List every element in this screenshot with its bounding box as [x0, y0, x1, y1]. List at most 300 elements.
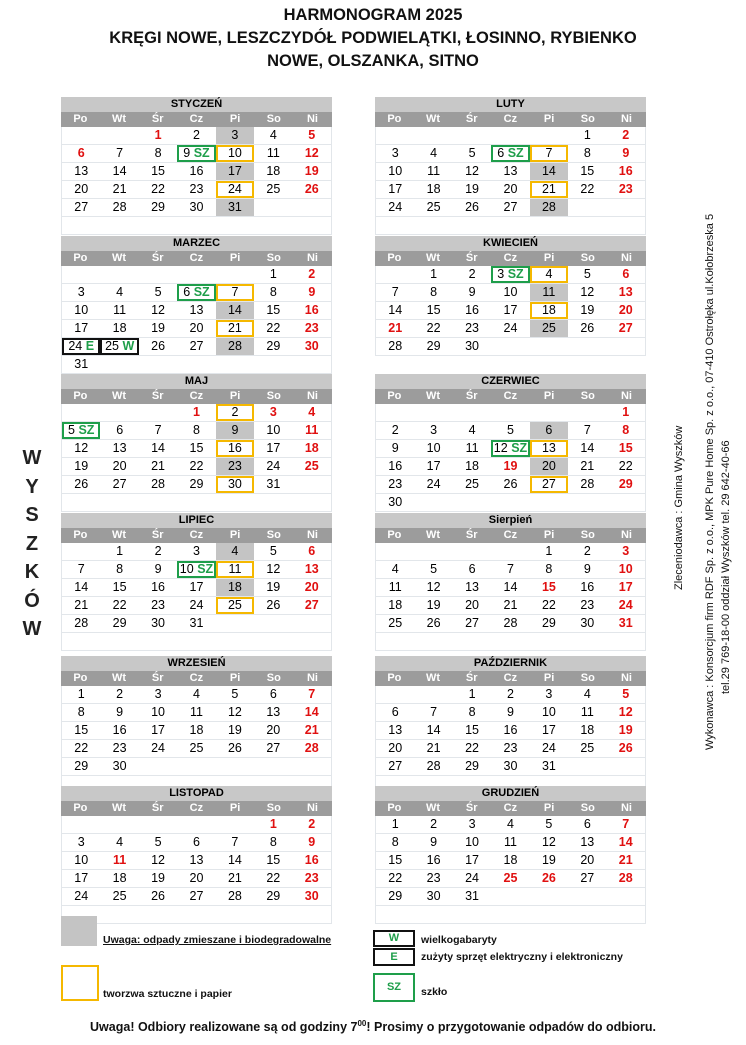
day-cell — [568, 266, 606, 283]
day-cell — [216, 543, 254, 560]
day-cell — [568, 722, 606, 739]
day-number: 16 — [304, 853, 319, 867]
week-row — [376, 127, 645, 145]
day-cell — [216, 704, 254, 721]
day-number: 3 — [545, 687, 553, 701]
week-row — [62, 686, 331, 704]
day-number: 29 — [74, 759, 89, 773]
day-cell — [530, 633, 568, 650]
weekday-label: Ni — [306, 672, 318, 684]
day-number: 6 — [391, 705, 399, 719]
day-number: 2 — [154, 544, 162, 558]
day-number: 14 — [618, 835, 633, 849]
day-number: 5 — [507, 423, 514, 437]
day-cell — [414, 404, 452, 421]
week-row — [376, 758, 645, 776]
weekday-label: Wt — [112, 802, 127, 814]
weekday-label: Śr — [465, 252, 478, 264]
contractor-info: Wykonawca : Konsorcjum firm RDF Sp. z o.o., MPK Pure Home Sp. z o.o., 07-410 Ostrołęka ul.Kołobrzeska 5 — [704, 213, 716, 750]
town-letter: Z — [25, 532, 39, 555]
day-cell — [491, 404, 529, 421]
day-cell — [293, 494, 331, 511]
day-number: 25 — [227, 598, 242, 612]
day-number: 26 — [151, 889, 165, 903]
day-number: 18 — [112, 871, 127, 885]
day-cell — [254, 338, 292, 355]
day-cell — [139, 615, 177, 632]
weekday-header — [375, 251, 646, 266]
day-number: 17 — [541, 723, 556, 737]
day-number: 19 — [541, 853, 556, 867]
day-cell — [100, 870, 138, 887]
day-number: 2 — [308, 817, 316, 831]
weekday-label: Po — [73, 529, 88, 541]
day-number: 2 — [391, 423, 399, 437]
weekday-label: Ni — [306, 802, 318, 814]
day-cell — [530, 181, 568, 198]
day-cell — [530, 199, 568, 216]
day-number: 18 — [503, 853, 518, 867]
week-row — [376, 404, 645, 422]
day-cell — [453, 906, 491, 923]
day-number: 23 — [618, 182, 633, 196]
day-number: 9 — [391, 441, 399, 455]
day-cell — [62, 338, 100, 355]
day-number: 5 — [269, 544, 277, 558]
day-number: 14 — [541, 164, 556, 178]
day-cell — [139, 458, 177, 475]
day-cell — [177, 494, 215, 511]
weekday-label: Pi — [543, 802, 555, 814]
day-number: 6 — [116, 423, 124, 437]
day-number: 29 — [618, 477, 633, 491]
day-number: 25 — [112, 889, 127, 903]
day-cell — [530, 870, 568, 887]
day-number: 23 — [189, 182, 204, 196]
day-number: 23 — [227, 459, 242, 473]
day-number: 22 — [151, 182, 165, 196]
day-cell — [568, 561, 606, 578]
week-row — [62, 494, 331, 512]
day-number: 25 — [304, 459, 319, 473]
day-cell — [414, 145, 452, 162]
month-days — [375, 686, 646, 794]
week-row — [376, 852, 645, 870]
week-row — [62, 338, 331, 356]
day-number: 2 — [507, 687, 514, 701]
day-cell — [568, 476, 606, 493]
weekday-label: Po — [73, 672, 88, 684]
day-number: 19 — [304, 164, 319, 178]
day-number: 3 — [77, 285, 85, 299]
day-cell — [453, 686, 491, 703]
day-cell — [62, 597, 100, 614]
day-cell — [376, 199, 414, 216]
day-cell — [607, 145, 645, 162]
weekday-header — [61, 112, 332, 127]
day-cell — [254, 163, 292, 180]
day-number: 29 — [266, 889, 281, 903]
day-number: 7 — [507, 562, 514, 576]
day-cell — [254, 356, 292, 373]
day-cell — [530, 852, 568, 869]
day-number: 20 — [580, 853, 595, 867]
month-name: MAJ — [61, 374, 332, 389]
week-row — [376, 494, 645, 512]
day-cell — [293, 181, 331, 198]
day-number: 11 — [305, 423, 319, 437]
day-cell — [216, 266, 254, 283]
day-cell — [62, 199, 100, 216]
day-number: 23 — [580, 598, 595, 612]
day-number: 26 — [618, 741, 633, 755]
day-cell — [376, 852, 414, 869]
day-cell — [177, 852, 215, 869]
day-cell — [293, 199, 331, 216]
day-number: 30 — [189, 200, 204, 214]
day-number: 24 — [74, 889, 89, 903]
day-number: 8 — [468, 705, 476, 719]
day-cell — [254, 217, 292, 234]
day-cell — [530, 404, 568, 421]
day-number: 20 — [541, 459, 556, 473]
day-cell — [376, 740, 414, 757]
day-number: 19 — [151, 871, 165, 885]
day-cell — [530, 127, 568, 144]
week-row — [62, 543, 331, 561]
day-cell — [254, 852, 292, 869]
day-number: 29 — [151, 200, 165, 214]
week-row — [376, 181, 645, 199]
weekday-label: Wt — [426, 672, 441, 684]
day-number: 14 — [227, 303, 242, 317]
day-number: 18 — [388, 598, 403, 612]
weekday-label: So — [580, 390, 595, 402]
day-cell — [530, 338, 568, 355]
day-number: 21 — [503, 598, 518, 612]
day-number: 24 — [618, 598, 633, 612]
day-cell — [177, 561, 215, 578]
day-number: 12 — [465, 164, 479, 178]
day-cell — [216, 686, 254, 703]
day-number: 26 — [580, 321, 595, 335]
week-row — [62, 458, 331, 476]
day-cell — [607, 181, 645, 198]
day-number: 13 — [112, 441, 127, 455]
weekday-header — [61, 671, 332, 686]
legend-grey-label: Uwaga: odpady zmieszane i biodegradowalne — [103, 934, 332, 946]
day-cell — [100, 302, 138, 319]
day-cell — [216, 758, 254, 775]
day-cell — [453, 888, 491, 905]
day-cell — [453, 834, 491, 851]
day-cell — [414, 561, 452, 578]
day-cell — [254, 199, 292, 216]
day-cell — [414, 199, 452, 216]
day-cell — [568, 615, 606, 632]
day-number: 5 — [154, 285, 162, 299]
day-number: 4 — [583, 687, 591, 701]
day-cell — [293, 888, 331, 905]
day-cell — [62, 494, 100, 511]
day-cell — [530, 834, 568, 851]
day-cell — [216, 579, 254, 596]
legend-sz-label: szkło — [421, 986, 448, 998]
day-number: 22 — [266, 871, 281, 885]
day-cell — [453, 597, 491, 614]
day-number: 15 — [112, 580, 127, 594]
day-cell — [293, 704, 331, 721]
day-cell — [254, 145, 292, 162]
day-cell — [100, 888, 138, 905]
weekday-label: Cz — [503, 113, 518, 125]
day-number: 15 — [541, 580, 556, 594]
day-number: 10 — [503, 285, 518, 299]
day-number: 13 — [465, 580, 479, 594]
day-cell — [62, 440, 100, 457]
week-row — [62, 163, 331, 181]
day-number: 23 — [304, 871, 319, 885]
day-cell — [100, 852, 138, 869]
day-cell — [139, 722, 177, 739]
weekday-label: Ni — [620, 252, 632, 264]
day-number: 3 — [77, 835, 85, 849]
day-number: 15 — [618, 441, 633, 455]
day-cell — [607, 284, 645, 301]
weekday-label: Po — [73, 390, 88, 402]
day-cell — [607, 476, 645, 493]
day-number: 8 — [430, 285, 438, 299]
weekday-label: Ni — [620, 113, 632, 125]
day-cell — [376, 266, 414, 283]
week-row — [376, 145, 645, 163]
month-days — [61, 127, 332, 235]
weekday-header — [375, 112, 646, 127]
day-cell — [568, 494, 606, 511]
day-number: 9 — [583, 562, 591, 576]
day-number: 19 — [151, 321, 165, 335]
day-number: 13 — [266, 705, 281, 719]
day-number: 19 — [503, 459, 518, 473]
month-days — [375, 127, 646, 235]
weekday-header — [375, 801, 646, 816]
day-cell — [568, 870, 606, 887]
week-row — [376, 199, 645, 217]
day-cell — [530, 888, 568, 905]
day-cell — [568, 217, 606, 234]
day-cell — [530, 579, 568, 596]
week-row — [62, 356, 331, 374]
day-number: 4 — [116, 285, 124, 299]
weekday-label: Wt — [112, 252, 127, 264]
week-row — [62, 615, 331, 633]
week-row — [376, 579, 645, 597]
day-number: 27 — [189, 889, 204, 903]
weekday-label: So — [580, 529, 595, 541]
day-cell — [293, 476, 331, 493]
day-cell — [100, 440, 138, 457]
day-cell — [453, 127, 491, 144]
day-number: 6 — [193, 835, 200, 849]
day-number: 8 — [545, 562, 553, 576]
day-number: 26 — [304, 182, 319, 196]
day-number: 13 — [580, 835, 595, 849]
day-number: 27 — [541, 477, 556, 491]
day-number: 7 — [391, 285, 399, 299]
day-cell — [254, 686, 292, 703]
day-cell — [139, 404, 177, 421]
day-cell — [607, 834, 645, 851]
week-row — [62, 217, 331, 235]
weekday-label: Śr — [151, 529, 164, 541]
day-cell — [376, 906, 414, 923]
day-cell — [607, 266, 645, 283]
day-cell — [414, 217, 452, 234]
day-cell — [62, 615, 100, 632]
day-cell — [530, 816, 568, 833]
day-cell — [453, 404, 491, 421]
day-number: 16 — [151, 580, 165, 594]
day-cell — [100, 163, 138, 180]
day-number: 1 — [545, 544, 553, 558]
day-cell — [453, 181, 491, 198]
week-row — [62, 704, 331, 722]
day-number: 13 — [541, 441, 556, 455]
weekday-label: Ni — [306, 113, 318, 125]
day-number: 27 — [74, 200, 89, 214]
day-number: 26 — [541, 871, 556, 885]
week-row — [376, 561, 645, 579]
day-cell — [568, 834, 606, 851]
day-number: 30 — [388, 495, 403, 509]
day-number: 26 — [465, 200, 479, 214]
day-number: 6 — [308, 544, 316, 558]
day-cell — [376, 816, 414, 833]
day-cell — [254, 561, 292, 578]
day-cell — [100, 579, 138, 596]
day-number: 19 — [618, 723, 633, 737]
legend-grey-swatch — [61, 916, 97, 946]
day-cell — [607, 906, 645, 923]
day-cell — [414, 543, 452, 560]
weekday-label: Cz — [503, 672, 518, 684]
day-cell — [100, 199, 138, 216]
week-row — [62, 561, 331, 579]
day-cell — [491, 476, 529, 493]
week-row — [62, 422, 331, 440]
day-number: 31 — [618, 616, 633, 630]
day-cell — [139, 163, 177, 180]
day-cell — [293, 145, 331, 162]
day-number: 31 — [189, 616, 204, 630]
legend-yellow-label: tworzwa sztuczne i papier — [103, 988, 232, 1000]
weekday-header — [61, 528, 332, 543]
month-block — [61, 236, 332, 374]
day-cell — [100, 816, 138, 833]
weekday-label: Pi — [543, 390, 555, 402]
day-cell — [139, 579, 177, 596]
day-cell — [376, 722, 414, 739]
week-row — [62, 266, 331, 284]
day-number: 15 — [388, 853, 403, 867]
day-number: 27 — [580, 871, 595, 885]
week-row — [62, 888, 331, 906]
week-row — [376, 284, 645, 302]
day-cell — [453, 561, 491, 578]
day-cell — [568, 597, 606, 614]
day-number: 18 — [465, 459, 479, 473]
day-cell — [216, 458, 254, 475]
day-number: 17 — [465, 853, 479, 867]
day-number: 29 — [189, 477, 204, 491]
weekday-label: Śr — [151, 113, 164, 125]
day-number: 21 — [151, 459, 165, 473]
week-row — [62, 834, 331, 852]
day-cell — [100, 217, 138, 234]
day-cell — [177, 266, 215, 283]
day-cell — [607, 199, 645, 216]
day-cell — [139, 266, 177, 283]
day-number: 22 — [618, 459, 633, 473]
week-row — [62, 181, 331, 199]
day-number: 21 — [388, 321, 403, 335]
day-number: 27 — [304, 598, 319, 612]
day-cell — [139, 597, 177, 614]
day-cell — [453, 633, 491, 650]
day-number: 4 — [269, 128, 277, 142]
day-cell — [177, 163, 215, 180]
day-cell — [139, 494, 177, 511]
day-number: 21 — [580, 459, 595, 473]
day-number: 1 — [154, 128, 162, 142]
day-cell — [254, 266, 292, 283]
weekday-label: Pi — [229, 802, 241, 814]
day-cell — [177, 615, 215, 632]
weekday-label: Śr — [151, 252, 164, 264]
day-cell — [139, 422, 177, 439]
day-number: 8 — [622, 423, 630, 437]
day-cell — [414, 704, 452, 721]
day-number: 6 — [77, 146, 85, 160]
town-letter: W — [22, 618, 42, 640]
day-number: 16 — [227, 441, 242, 455]
day-cell — [530, 458, 568, 475]
day-cell — [607, 458, 645, 475]
day-cell — [491, 615, 529, 632]
day-number: 10 — [74, 853, 89, 867]
day-cell — [293, 906, 331, 923]
day-cell — [177, 320, 215, 337]
day-cell — [254, 440, 292, 457]
day-cell — [607, 163, 645, 180]
day-number: 17 — [503, 303, 518, 317]
day-cell — [254, 740, 292, 757]
day-number: 4 — [308, 405, 316, 419]
day-number: 17 — [227, 164, 242, 178]
day-cell — [139, 145, 177, 162]
month-block — [61, 786, 332, 924]
day-cell — [62, 722, 100, 739]
week-row — [376, 422, 645, 440]
day-cell — [414, 816, 452, 833]
day-cell — [530, 561, 568, 578]
day-number: 4 — [507, 817, 514, 831]
weekday-label: Pi — [543, 113, 555, 125]
month-block — [375, 374, 646, 512]
day-cell — [414, 722, 452, 739]
day-cell — [376, 615, 414, 632]
day-cell — [254, 906, 292, 923]
